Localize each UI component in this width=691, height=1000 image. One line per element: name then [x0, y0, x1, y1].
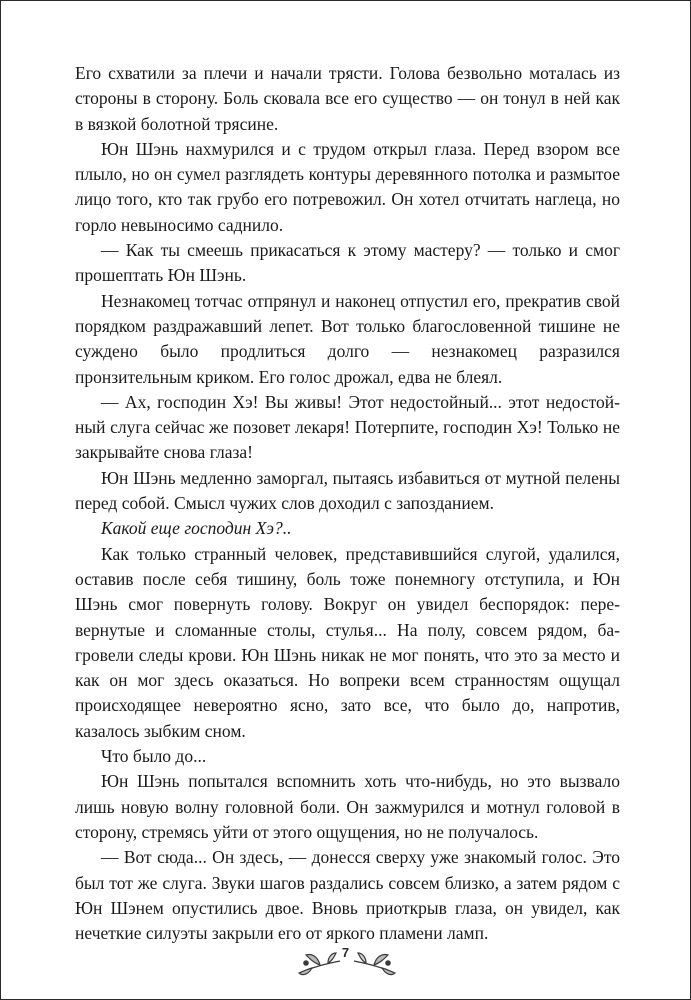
dialogue-paragraph: — Вот сюда... Он здесь, — донесся сверху уже знакомый голос. Это был тот же слуга. Звуки шагов раздались совсем близко, а затем рядом с Юн Шэнем опустились двое. Вновь приоткрыв глаза, он увидел, как нечеткие силуэты закрыли его от яркого пламени ламп.: [75, 847, 620, 944]
page-number: 7: [341, 945, 350, 960]
paragraph: Его схватили за плечи и начали трясти. Голова безвольно моталась из стороны в сторону. Боль сковала все его существо — он тонул в ней как в вязкой болотной трясине.: [75, 63, 620, 134]
body-text: [75, 61, 620, 946]
dialogue-paragraph: — Как ты смеешь прикасаться к этому мастеру? — только и смог прошептать Юн Шэнь.: [75, 240, 620, 286]
paragraph: Юн Шэнь попытался вспомнить хоть что-нибудь, но это вызвало лишь новую волну головной боли. Он зажмурился и мотнул головой в сторону, стремясь уйти от этого ощущения, но не получалось.: [75, 771, 620, 842]
paragraph: Юн Шэнь медленно заморгал, пытаясь избавиться от мутной пелены перед собой. Смысл чужих слов доходил с запозданием.: [75, 467, 620, 514]
paragraph: Незнакомец тотчас отпрянул и наконец отпустил его, прекратив свой порядком раздражавший лепет. Вот только благословенной тишине не суждено было продлиться долго — незнакомец разразился пронзительным криком. Его голос дрожал, едва не блеял.: [75, 290, 620, 387]
paragraph: Как только странный человек, представившийся слугой, удалился, оставив после себя тишину, боль тоже понемногу отступила, и Юн Шэнь смог повернуть голову. Вокруг он увидел беспорядок: перевернутые и сломанные столы, стулья... На полу, совсем рядом, багровели следы крови. Юн Шэнь никак не мог понять, что это за место и как он мог здесь оказаться. Но вопреки всем странностям ощущал происходящее невероятно ясно, зато все, что было до, напротив, казалось зыбким сном.: [75, 543, 620, 741]
floral-sprig-icon: [352, 949, 396, 979]
page-footer: [1, 939, 690, 989]
dialogue-paragraph: — Ах, господин Хэ! Вы живы! Этот недостойный... этот недостойный слуга сейчас же позовет лекаря! Потерпите, господин Хэ! Только не закрывайте снова глаза!: [75, 391, 620, 463]
italic-thought-paragraph: Какой еще господин Хэ?..: [101, 518, 292, 539]
paragraph: Что было до...: [101, 746, 207, 767]
paragraph: Юн Шэнь нахмурился и с трудом открыл глаза. Перед взором все плыло, но он сумел разглядеть контуры деревянного потолка и размытое лицо того, кто так грубо его потревожил. Он хотел отчитать наглеца, но горло невыносимо саднило.: [75, 138, 620, 235]
